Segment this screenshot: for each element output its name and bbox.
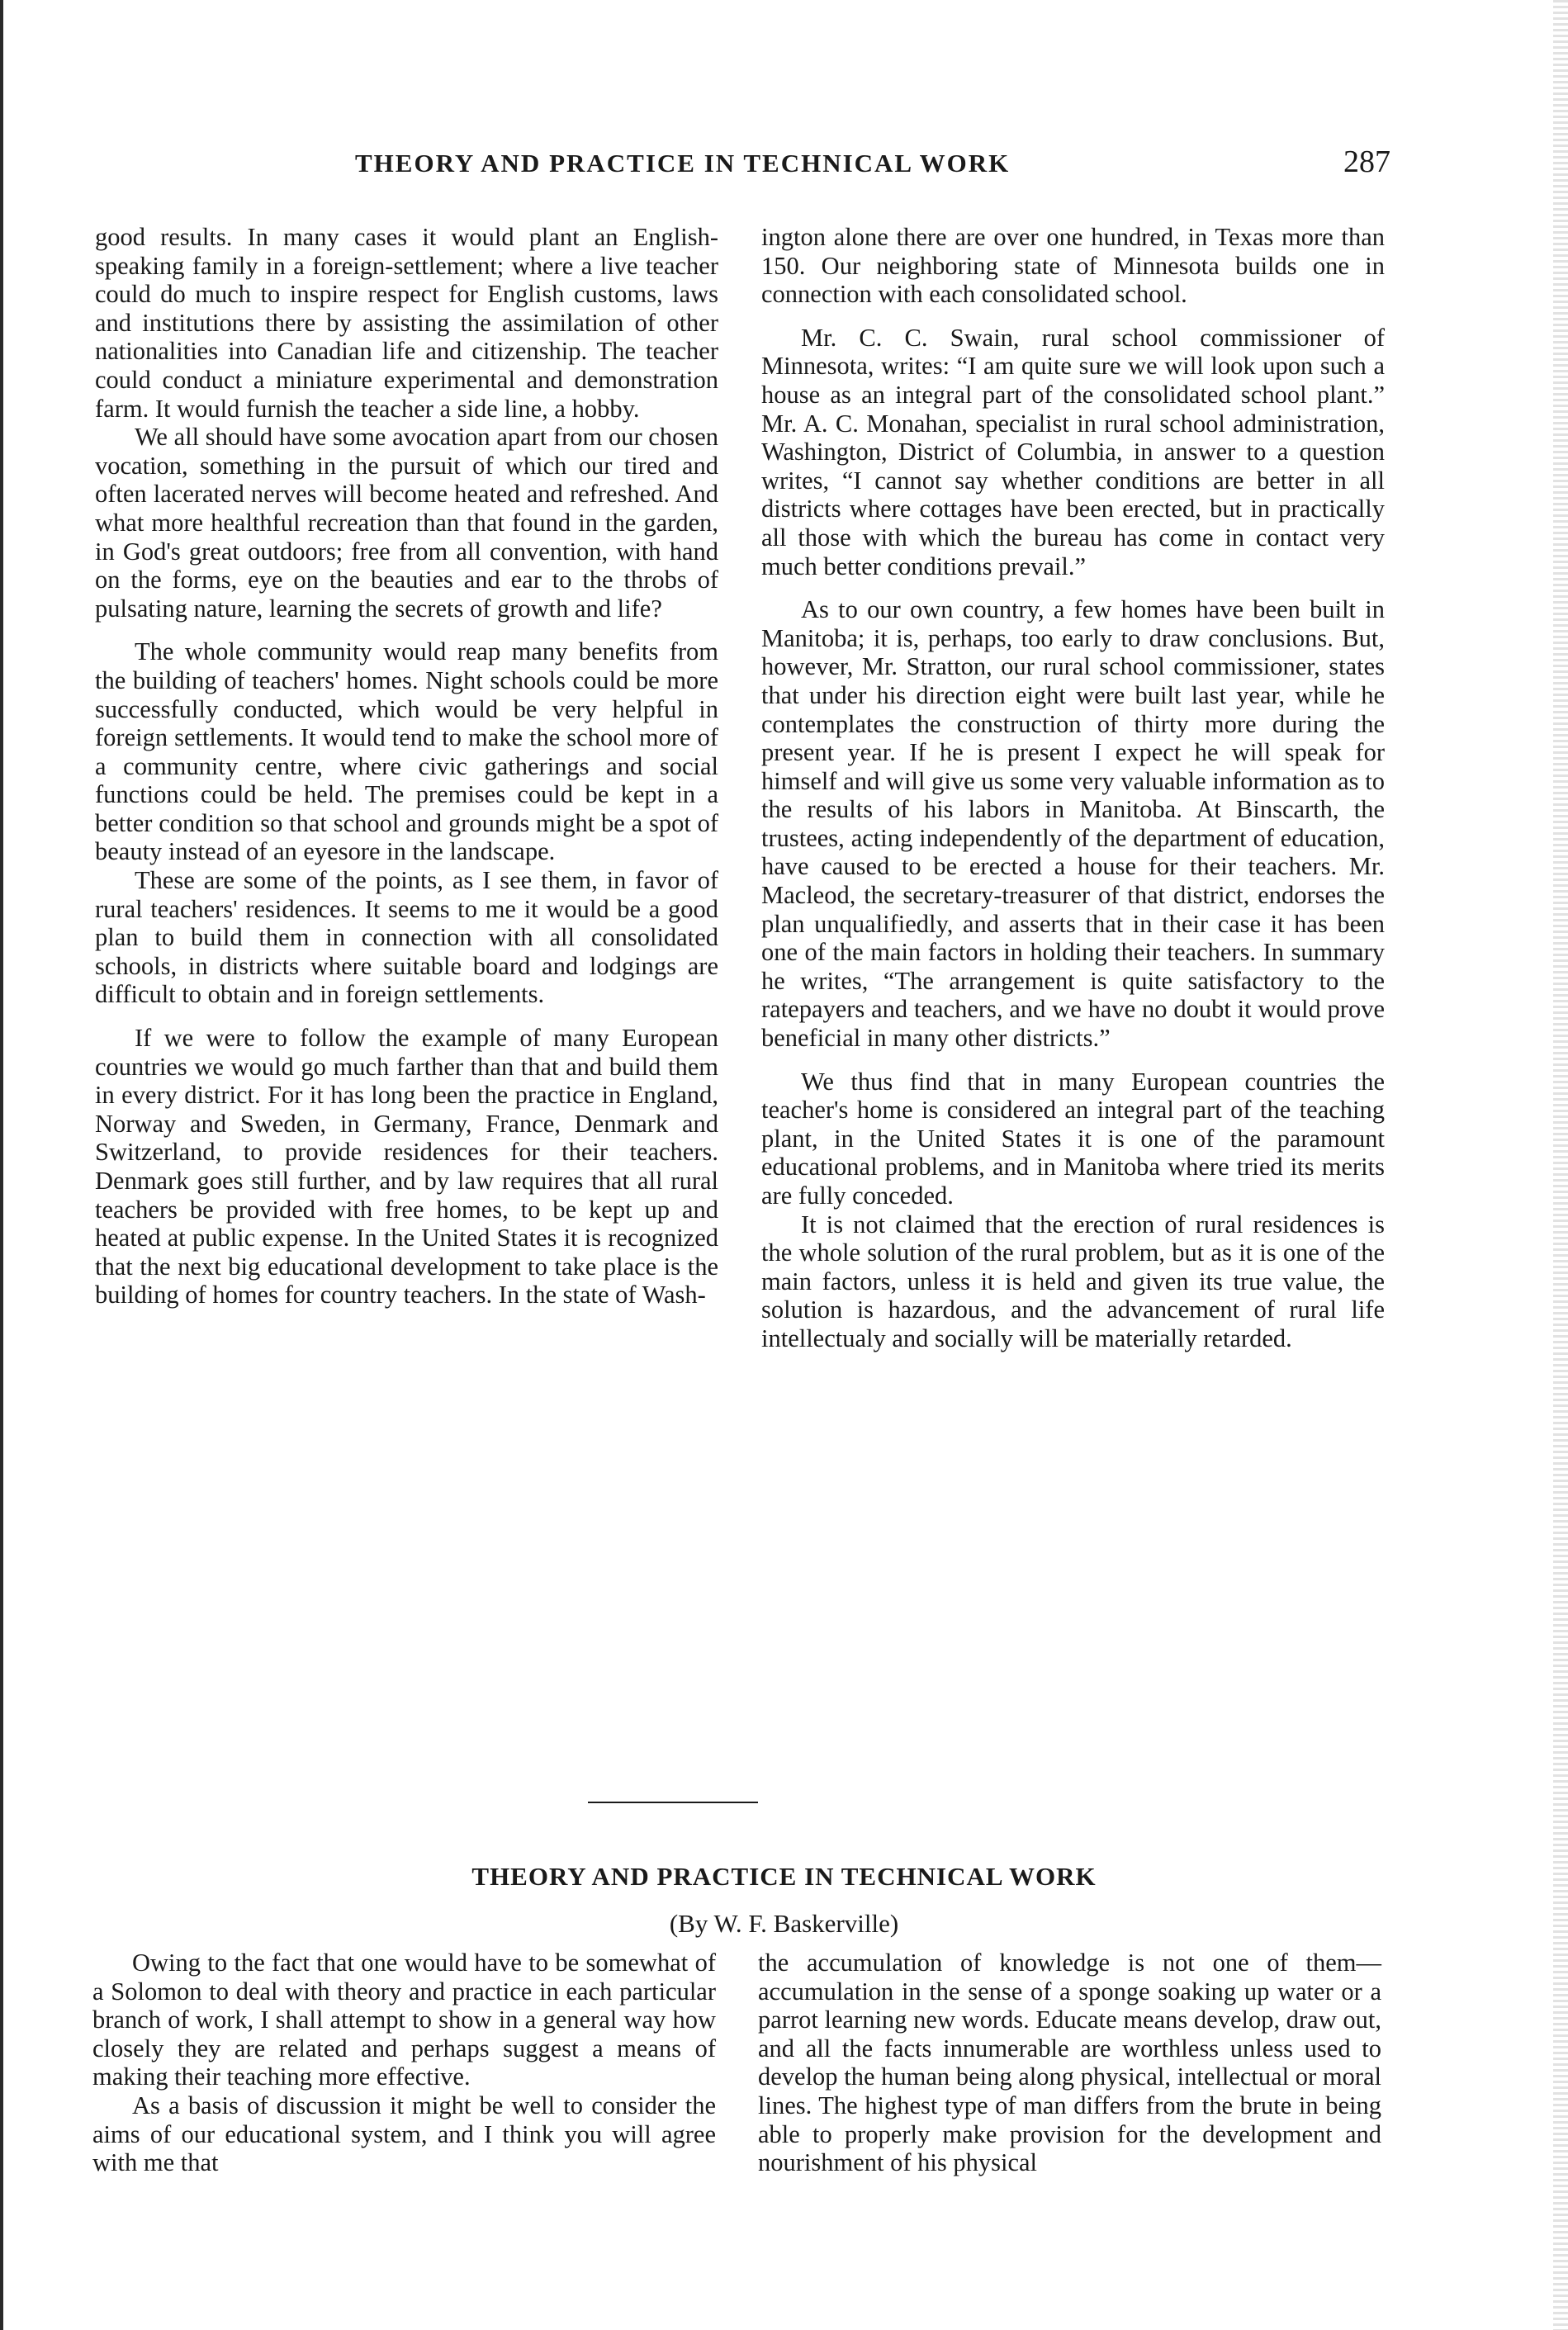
- article-title: THEORY AND PRACTICE IN TECHNICAL WORK: [471, 1862, 1097, 1891]
- section-divider: [588, 1802, 758, 1803]
- paragraph: We thus find that in many European countries the teacher's home is considered an integral part of the teaching plant, in the United States it is one of the paramount educational problems, and in Manitoba where tried its merits are fully conceded.: [761, 1067, 1385, 1210]
- page-right-border: [1553, 0, 1568, 2330]
- paragraph: These are some of the points, as I see them, in favor of rural teachers' residences. It seems to me it would be a good plan to build them in connection with all consolidated schools, in districts where suitable board and lodgings are difficult to obtain and in foreign settlements.: [95, 866, 718, 1009]
- page-number: 287: [1343, 144, 1390, 179]
- paragraph: As a basis of discussion it might be well to consider the aims of our educational system, and I think you will agree with me that: [92, 2091, 716, 2177]
- article-left-column: [92, 1949, 716, 2177]
- running-title: THEORY AND PRACTICE IN TECHNICAL WORK: [355, 149, 1011, 178]
- article-right-column: [758, 1949, 1381, 2177]
- paragraph: It is not claimed that the erection of rural residences is the whole solution of the rural problem, but as it is one of the main factors, unless it is held and given its true value, the solution is hazardous, and the advancement of rural life intellectualy and socially will be materially retarded.: [761, 1210, 1385, 1352]
- top-right-column: [761, 223, 1385, 1353]
- paragraph: ington alone there are over one hundred, in Texas more than 150. Our neighboring state of Minnesota builds one in connection with each consolidated school.: [761, 223, 1385, 309]
- top-left-column: [95, 223, 718, 1309]
- article-byline: (By W. F. Baskerville): [669, 1909, 899, 1938]
- paragraph: Mr. C. C. Swain, rural school commissioner of Minnesota, writes: “I am quite sure we will look upon such a house as an integral part of the consolidated school plant.” Mr. A. C. Monahan, specialist in rural school administration, Washington, District of Columbia, in answer to a question writes, “I cannot say whether conditions are better in all districts where cottages have been erected, but in practically all those with which the bureau has come in contact very much better conditions prevail.”: [761, 323, 1385, 580]
- paragraph: good results. In many cases it would plant an English-speaking family in a foreign-settlement; where a live teacher could do much to inspire respect for English customs, laws and institutions there by assisting the assimilation of other nationalities into Canadian life and citizenship. The teacher could conduct a miniature experimental and demonstration farm. It would furnish the teacher a side line, a hobby.: [95, 223, 718, 423]
- paragraph: We all should have some avocation apart from our chosen vocation, something in the pursuit of which our tired and often lacerated nerves will become heated and refreshed. And what more healthful recreation than that found in the garden, in God's great outdoors; free from all convention, with hand on the forms, eye on the beauties and ear to the throbs of pulsating nature, learning the secrets of growth and life?: [95, 423, 718, 623]
- paragraph: If we were to follow the example of many European countries we would go much farther than that and build them in every district. For it has long been the practice in England, Norway and Sweden, in Germany, France, Denmark and Switzerland, to provide residences for their teachers. Denmark goes still further, and by law requires that all rural teachers be provided with free homes, to be kept up and heated at public expense. In the United States it is recognized that the next big educational development to take place is the building of homes for country teachers. In the state of Wash-: [95, 1024, 718, 1309]
- paragraph: The whole community would reap many benefits from the building of teachers' homes. Night schools could be more successfully conducted, which would be very helpful in foreign settlements. It would tend to make the school more of a community centre, where civic gatherings and social functions could be held. The premises could be kept in a better condition so that school and grounds might be a spot of beauty instead of an eyesore in the landscape.: [95, 637, 718, 866]
- paragraph: Owing to the fact that one would have to be somewhat of a Solomon to deal with theory and practice in each particular branch of work, I shall attempt to show in a general way how closely they are related and perhaps suggest a means of making their teaching more effective.: [92, 1949, 716, 2091]
- running-header: [0, 144, 1568, 190]
- paragraph: the accumulation of knowledge is not one of them—accumulation in the sense of a sponge soaking up water or a parrot learning new words. Educate means develop, draw out, and all the facts innumerable are worthless unless used to develop the human being along physical, intellectual or moral lines. The highest type of man differs from the brute in being able to properly make provision for the development and nourishment of his physical: [758, 1949, 1381, 2177]
- paragraph: As to our own country, a few homes have been built in Manitoba; it is, perhaps, too early to draw conclusions. But, however, Mr. Stratton, our rural school commissioner, states that under his direction eight were built last year, while he contemplates the construction of thirty more during the present year. If he is present I expect he will speak for himself and will give us some very valuable information as to the results of his labors in Manitoba. At Binscarth, the trustees, acting independently of the department of education, have caused to be erected a house for their teachers. Mr. Macleod, the secretary-treasurer of that district, endorses the plan unqualifiedly, and asserts that in their case it has been one of the main factors in holding their teachers. In summary he writes, “The arrangement is quite satisfactory to the ratepayers and teachers, and we have no doubt it would prove beneficial in many other districts.”: [761, 595, 1385, 1053]
- page-scan-edge: [0, 0, 3, 2330]
